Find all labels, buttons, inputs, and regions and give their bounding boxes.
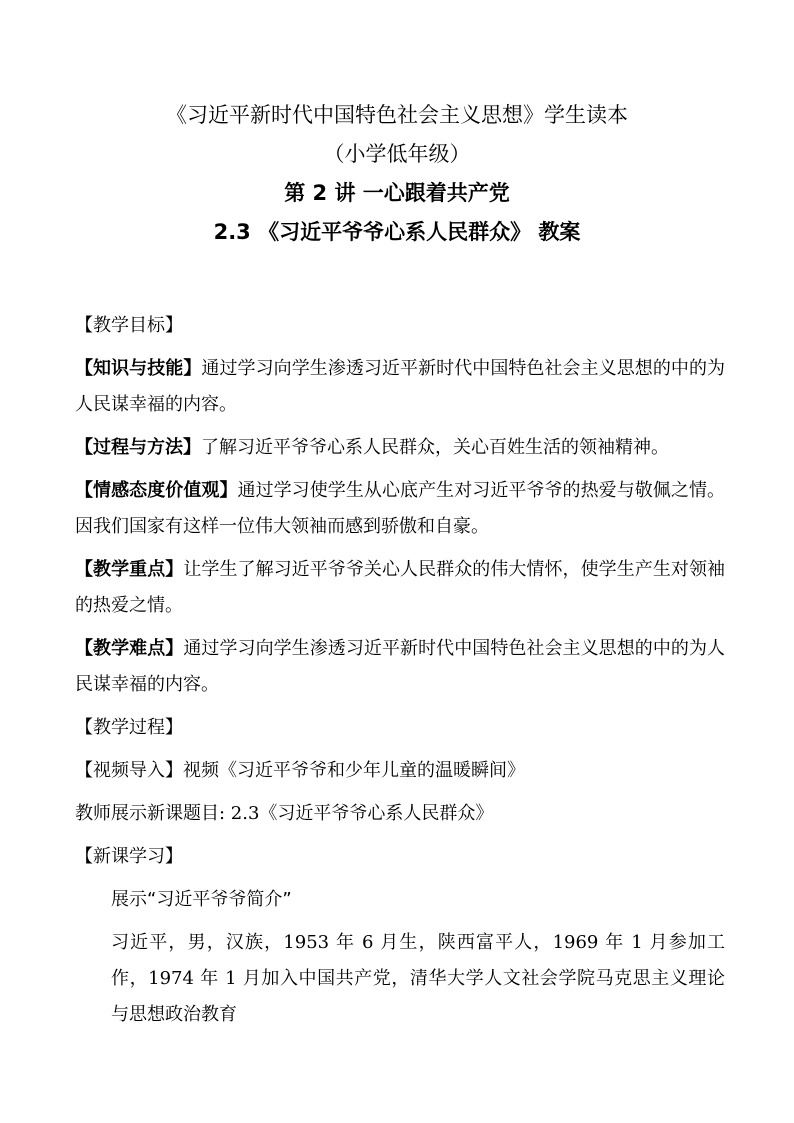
emotion-text: 通过学习使学生从心底产生对习近平爷爷的热爱与敬佩之情。因我们国家有这样一位伟大领袖而感到骄傲和自豪。 [75, 480, 725, 537]
key-points-text: 让学生了解习近平爷爷关心人民群众的伟大情怀，使学生产生对领袖的热爱之情。 [75, 559, 725, 616]
grade-subtitle: （小学低年级） [323, 142, 471, 166]
new-lesson-heading: 【新课学习】 [75, 846, 183, 867]
video-paragraph [75, 753, 725, 789]
intro-line: 展示“习近平爷爷简介” [111, 889, 292, 910]
knowledge-label: 【知识与技能】 [75, 358, 202, 379]
teacher-line: 教师展示新课题目: 2.3《习近平爷爷心系人民群众》 [75, 803, 494, 824]
difficulty-text: 通过学习向学生渗透习近平新时代中国特色社会主义思想的中的为人民谋幸福的内容。 [75, 638, 725, 695]
video-text: 视频《习近平爷爷和少年儿童的温暖瞬间》 [183, 760, 525, 781]
knowledge-paragraph [75, 351, 725, 423]
lecture-heading: 第 2 讲 一心跟着共产党 [284, 181, 510, 205]
key-points-paragraph [75, 552, 725, 624]
video-label: 【视频导入】 [75, 760, 183, 781]
lesson-heading: 2.3 《习近平爷爷心系人民群众》 教案 [213, 220, 581, 244]
document-body [75, 308, 725, 1040]
process-label: 【过程与方法】 [75, 437, 201, 458]
process-heading: 【教学过程】 [75, 717, 183, 738]
process-paragraph [75, 430, 725, 466]
document-title: 《习近平新时代中国特色社会主义思想》学生读本 [166, 103, 628, 127]
biography-paragraph: 习近平，男，汉族，1953 年 6 月生，陕西富平人，1969 年 1 月参加工作，1974 年 1 月加入中国共产党，清华大学人文社会学院马克思主义理论与思想政治教育 [111, 932, 725, 1025]
process-text: 了解习近平爷爷心系人民群众，关心百姓生活的领袖精神。 [201, 437, 669, 458]
emotion-paragraph [75, 473, 725, 545]
key-points-label: 【教学重点】 [75, 559, 184, 580]
document-title-block [0, 100, 794, 248]
difficulty-label: 【教学难点】 [75, 638, 184, 659]
knowledge-text: 通过学习向学生渗透习近平新时代中国特色社会主义思想的中的为人民谋幸福的内容。 [75, 358, 726, 415]
goals-heading: 【教学目标】 [75, 315, 183, 336]
difficulty-paragraph [75, 631, 725, 703]
emotion-label: 【情感态度价值观】 [75, 480, 238, 501]
